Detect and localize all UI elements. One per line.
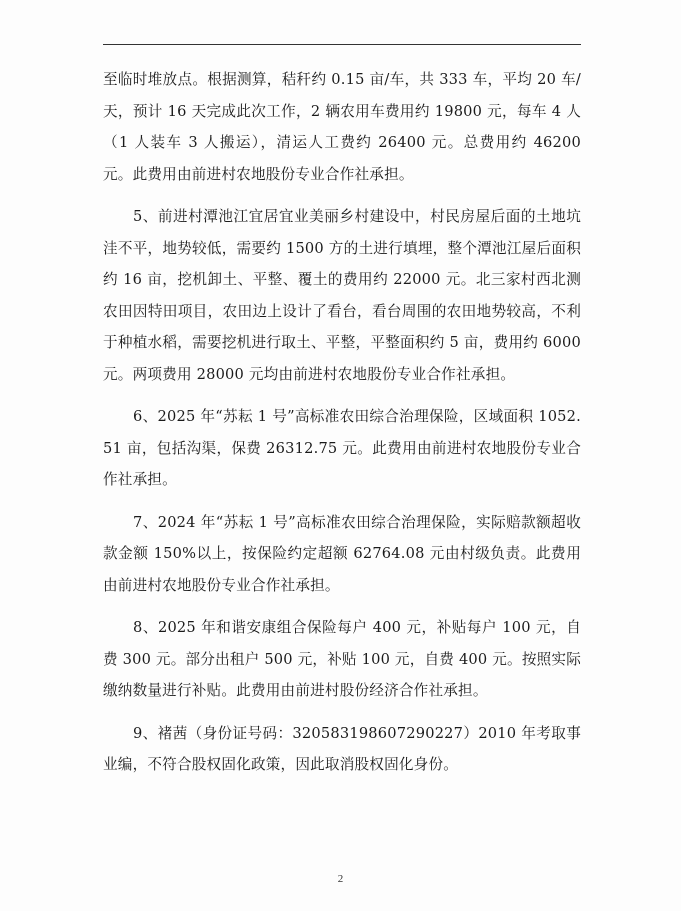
document-body (103, 64, 581, 792)
paragraph-item-5: 5、前进村潭池江宜居宜业美丽乡村建设中，村民房屋后面的土地坑洼不平，地势较低，需要约 1500 方的土进行填埋，整个潭池江屋后面积约 16 亩，挖机卸土、平整、覆土的费用约 22000 元。北三家村西北测农田因特田项目，农田边上设计了看台，看台周围的农田地势较高，不利于种植水稻，需要挖机进行取土、平整，平整面积约 5 亩，费用约 6000 元。两项费用 28000 元均由前进村农地股份专业合作社承担。 (103, 208, 581, 383)
paragraph-item-6: 6、2025 年“苏耘 1 号”高标准农田综合治理保险，区域面积 1052.51 亩，包括沟渠，保费 26312.75 元。此费用由前进村农地股份专业合作社承担。 (103, 408, 581, 488)
header-rule (103, 44, 581, 45)
paragraph-continuation: 至临时堆放点。根据测算，秸秆约 0.15 亩/车，共 333 车，平均 20 车/天，预计 16 天完成此次工作，2 辆农用车费用约 19800 元，每车 4 人（1 人装车 3 人搬运），清运人工费约 26400 元。总费用约 46200 元。此费用由前进村农地股份专业合作社承担。 (103, 71, 581, 183)
page-number: 2 (337, 873, 344, 885)
paragraph-item-7: 7、2024 年“苏耘 1 号”高标准农田综合治理保险，实际赔款额超收款金额 150%以上，按保险约定超额 62764.08 元由村级负责。此费用由前进村农地股份专业合作社承担。 (103, 513, 581, 594)
paragraph-item-8: 8、2025 年和谐安康组合保险每户 400 元，补贴每户 100 元，自费 300 元。部分出租户 500 元，补贴 100 元，自费 400 元。按照实际缴纳数量进行补贴。此费用由前进村股份经济合作社承担。 (103, 619, 581, 699)
paragraph-item-9: 9、褚茜（身份证号码：320583198607290227）2010 年考取事业编，不符合股权固化政策，因此取消股权固化身份。 (103, 724, 581, 773)
